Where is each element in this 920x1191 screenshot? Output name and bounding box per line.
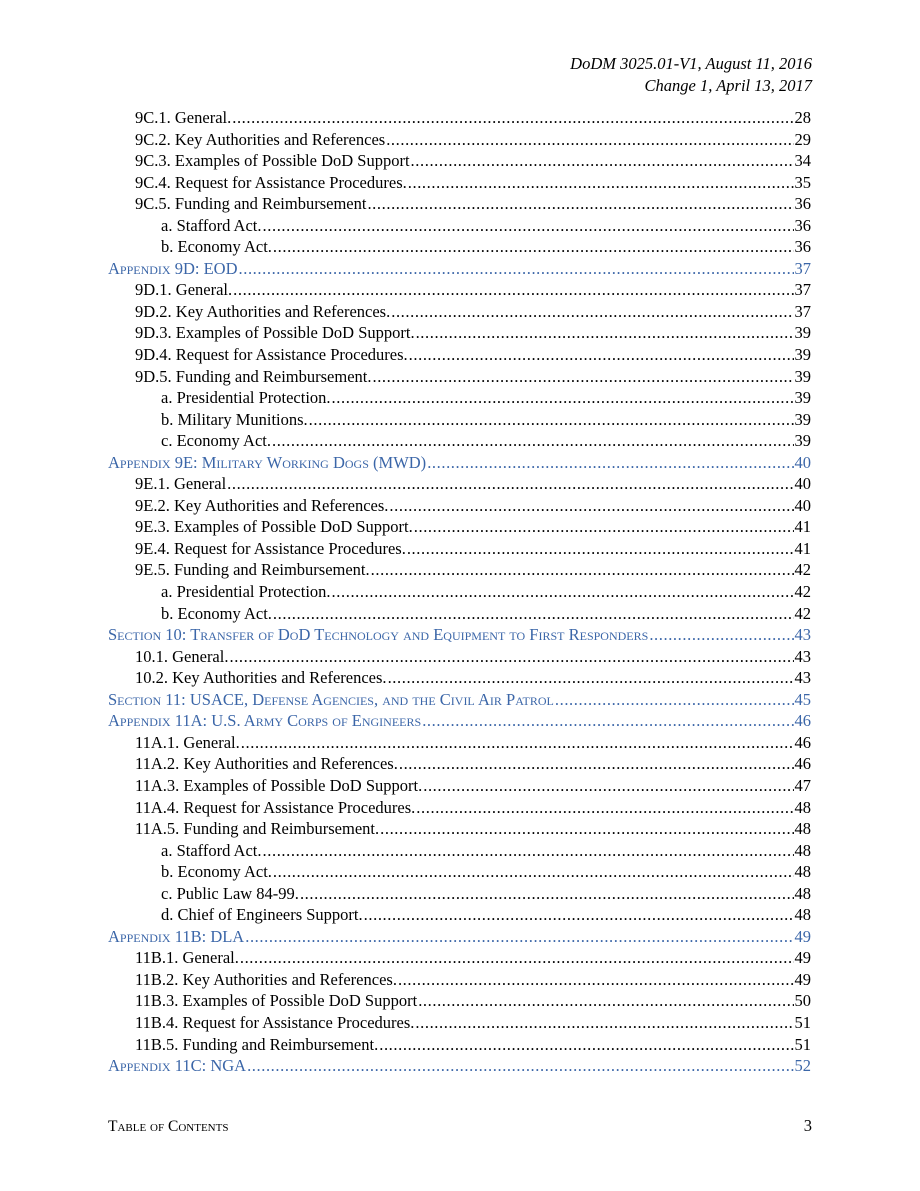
- toc-dot-leader: [229, 646, 793, 668]
- toc-dot-leader: [371, 559, 794, 581]
- toc-entry[interactable]: [108, 409, 811, 431]
- toc-entry-page: 40: [794, 474, 811, 494]
- toc-entry-title: b. Economy Act.: [161, 603, 272, 623]
- toc-dot-leader: [386, 129, 793, 151]
- toc-entry-title: 11A.2. Key Authorities and References.: [135, 754, 398, 774]
- toc-entry-page: 42: [794, 603, 811, 623]
- toc-entry-title: a. Presidential Protection.: [161, 388, 331, 408]
- toc-entry[interactable]: [108, 990, 811, 1012]
- toc-entry-title: Section 10: Transfer of DoD Technology and Equipment to First Responders: [108, 625, 649, 645]
- toc-entry-page: 46: [794, 711, 811, 731]
- toc-entry[interactable]: [108, 107, 811, 129]
- toc-entry[interactable]: [108, 603, 811, 625]
- toc-entry[interactable]: [108, 279, 811, 301]
- header-line-1: DoDM 3025.01-V1, August 11, 2016: [570, 54, 812, 73]
- toc-entry-title: 9E.4. Request for Assistance Procedures.: [135, 538, 406, 558]
- toc-entry-page: 36: [794, 194, 811, 214]
- toc-entry-page: 41: [794, 538, 811, 558]
- toc-dot-leader: [391, 301, 793, 323]
- footer-page-number: 3: [803, 1116, 812, 1135]
- toc-entry-title: 11A.3. Examples of Possible DoD Support.: [135, 775, 423, 795]
- table-of-contents: [108, 107, 811, 1077]
- toc-dot-leader: [380, 818, 793, 840]
- toc-entry-title: 9E.5. Funding and Reimbursement.: [135, 560, 370, 580]
- toc-entry-title: 9D.2. Key Authorities and References.: [135, 301, 391, 321]
- toc-heading-entry[interactable]: [108, 258, 811, 280]
- toc-entry[interactable]: [108, 495, 811, 517]
- toc-dot-leader: [367, 193, 793, 215]
- toc-entry-page: 45: [794, 689, 811, 709]
- toc-entry-title: 9D.4. Request for Assistance Procedures.: [135, 345, 408, 365]
- toc-dot-leader: [407, 538, 794, 560]
- toc-entry-page: 39: [794, 366, 811, 386]
- toc-entry-page: 41: [794, 517, 811, 537]
- toc-entry-page: 49: [794, 948, 811, 968]
- toc-entry-page: 46: [794, 732, 811, 752]
- toc-dot-leader: [422, 710, 793, 732]
- toc-entry[interactable]: [108, 581, 811, 603]
- toc-entry-page: 49: [794, 926, 811, 946]
- toc-entry-title: 9C.2. Key Authorities and References: [135, 129, 386, 149]
- toc-dot-leader: [409, 344, 794, 366]
- toc-entry-page: 37: [794, 258, 811, 278]
- toc-entry-title: Appendix 11B: DLA: [108, 926, 245, 946]
- toc-entry-page: 43: [794, 646, 811, 666]
- toc-dot-leader: [232, 107, 793, 129]
- toc-entry-page: 40: [794, 452, 811, 472]
- toc-dot-leader: [364, 904, 794, 926]
- toc-dot-leader: [300, 883, 794, 905]
- toc-entry-page: 48: [794, 905, 811, 925]
- toc-dot-leader: [263, 840, 794, 862]
- toc-entry[interactable]: [108, 301, 811, 323]
- toc-entry-page: 52: [794, 1056, 811, 1076]
- toc-entry-title: a. Stafford Act.: [161, 215, 262, 235]
- toc-entry[interactable]: [108, 818, 811, 840]
- toc-entry-title: b. Economy Act.: [161, 237, 272, 257]
- toc-entry-page: 36: [794, 215, 811, 235]
- toc-entry-title: 9C.5. Funding and Reimbursement: [135, 194, 367, 214]
- footer-title: Table of Contents: [108, 1118, 229, 1135]
- toc-entry-page: 48: [794, 840, 811, 860]
- toc-entry-page: 51: [794, 1012, 811, 1032]
- toc-entry-title: 9E.2. Key Authorities and References.: [135, 495, 389, 515]
- toc-entry-title: 9D.1. General.: [135, 280, 233, 300]
- toc-dot-leader: [555, 689, 794, 711]
- toc-entry[interactable]: [108, 193, 811, 215]
- toc-dot-leader: [418, 990, 793, 1012]
- toc-entry[interactable]: [108, 366, 811, 388]
- toc-entry-page: 37: [794, 301, 811, 321]
- toc-entry[interactable]: [108, 387, 811, 409]
- toc-entry-title: 10.2. Key Authorities and References.: [135, 668, 387, 688]
- toc-entry-title: 9C.1. General.: [135, 108, 232, 127]
- toc-entry[interactable]: [108, 732, 811, 754]
- toc-entry-page: 34: [794, 151, 811, 171]
- toc-entry-title: Appendix 9D: EOD: [108, 258, 238, 278]
- toc-entry[interactable]: [108, 646, 811, 668]
- toc-entry-title: 11A.5. Funding and Reimbursement.: [135, 819, 380, 839]
- toc-entry[interactable]: [108, 969, 811, 991]
- toc-heading-entry[interactable]: [108, 1055, 811, 1077]
- toc-dot-leader: [273, 861, 794, 883]
- toc-dot-leader: [408, 172, 794, 194]
- toc-entry[interactable]: [108, 667, 811, 689]
- toc-dot-leader: [416, 797, 793, 819]
- toc-entry-page: 47: [794, 775, 811, 795]
- toc-entry-title: 9D.5. Funding and Reimbursement.: [135, 366, 372, 386]
- toc-dot-leader: [272, 430, 794, 452]
- toc-entry-title: Appendix 9E: Military Working Dogs (MWD): [108, 452, 427, 472]
- toc-entry[interactable]: [108, 947, 811, 969]
- toc-entry-page: 43: [794, 668, 811, 688]
- toc-entry-page: 35: [794, 172, 811, 192]
- toc-entry-title: Appendix 11A: U.S. Army Corps of Engineers: [108, 711, 422, 731]
- toc-entry-title: c. Public Law 84-99.: [161, 883, 299, 903]
- toc-dot-leader: [389, 495, 793, 517]
- toc-heading-entry[interactable]: [108, 689, 811, 711]
- toc-dot-leader: [414, 516, 794, 538]
- toc-entry-title: a. Presidential Protection.: [161, 582, 331, 602]
- toc-entry-title: 9D.3. Examples of Possible DoD Support.: [135, 323, 415, 343]
- toc-entry[interactable]: [108, 129, 811, 151]
- toc-entry[interactable]: [108, 473, 811, 495]
- toc-entry[interactable]: [108, 215, 811, 237]
- toc-entry-page: 48: [794, 862, 811, 882]
- toc-entry-page: 46: [794, 754, 811, 774]
- toc-entry[interactable]: [108, 559, 811, 581]
- toc-entry[interactable]: [108, 430, 811, 452]
- header-line-2: Change 1, April 13, 2017: [644, 76, 812, 95]
- toc-heading-entry[interactable]: [108, 452, 811, 474]
- toc-heading-entry[interactable]: [108, 926, 811, 948]
- toc-entry[interactable]: [108, 883, 811, 905]
- toc-entry-title: 11B.5. Funding and Reimbursement.: [135, 1034, 379, 1054]
- toc-entry[interactable]: [108, 322, 811, 344]
- toc-entry-page: 36: [794, 237, 811, 257]
- toc-heading-entry[interactable]: [108, 710, 811, 732]
- toc-entry-title: 9E.3. Examples of Possible DoD Support.: [135, 517, 413, 537]
- toc-entry-title: 11A.1. General.: [135, 732, 240, 752]
- toc-entry-page: 28: [794, 108, 811, 127]
- toc-entry-page: 48: [794, 797, 811, 817]
- toc-entry-title: a. Stafford Act.: [161, 840, 262, 860]
- toc-dot-leader: [411, 150, 794, 172]
- toc-dot-leader: [649, 624, 793, 646]
- toc-entry-page: 39: [794, 388, 811, 408]
- toc-entry-page: 39: [794, 323, 811, 343]
- toc-dot-leader: [239, 258, 794, 280]
- toc-dot-leader: [372, 366, 793, 388]
- toc-dot-leader: [273, 603, 794, 625]
- toc-entry-page: 37: [794, 280, 811, 300]
- toc-entry-title: 10.1. General.: [135, 646, 229, 666]
- toc-entry-page: 49: [794, 969, 811, 989]
- toc-entry-title: b. Military Munitions.: [161, 409, 308, 429]
- toc-dot-leader: [241, 732, 794, 754]
- toc-entry-page: 39: [794, 345, 811, 365]
- toc-dot-leader: [227, 473, 793, 495]
- toc-entry[interactable]: [108, 236, 811, 258]
- toc-dot-leader: [332, 581, 794, 603]
- toc-entry[interactable]: [108, 538, 811, 560]
- toc-dot-leader: [247, 1055, 793, 1077]
- toc-dot-leader: [427, 452, 793, 474]
- toc-entry-title: 9C.3. Examples of Possible DoD Support: [135, 151, 410, 171]
- toc-dot-leader: [399, 753, 794, 775]
- toc-dot-leader: [416, 322, 794, 344]
- toc-entry[interactable]: [108, 172, 811, 194]
- toc-heading-entry[interactable]: [108, 624, 811, 646]
- toc-dot-leader: [332, 387, 794, 409]
- toc-entry-title: c. Economy Act.: [161, 431, 271, 451]
- toc-entry-page: 50: [794, 991, 811, 1011]
- toc-entry[interactable]: [108, 840, 811, 862]
- toc-entry-page: 42: [794, 582, 811, 602]
- toc-entry-page: 48: [794, 819, 811, 839]
- toc-dot-leader: [263, 215, 794, 237]
- toc-entry[interactable]: [108, 797, 811, 819]
- toc-entry[interactable]: [108, 344, 811, 366]
- toc-entry-page: 42: [794, 560, 811, 580]
- toc-entry-page: 39: [794, 431, 811, 451]
- toc-entry-title: 9C.4. Request for Assistance Procedures.: [135, 172, 407, 192]
- toc-dot-leader: [398, 969, 794, 991]
- toc-entry[interactable]: [108, 516, 811, 538]
- toc-entry-page: 51: [794, 1034, 811, 1054]
- toc-entry-title: 11A.4. Request for Assistance Procedures.: [135, 797, 416, 817]
- toc-dot-leader: [415, 1012, 793, 1034]
- toc-entry[interactable]: [108, 775, 811, 797]
- toc-entry-title: 11B.3. Examples of Possible DoD Support: [135, 991, 418, 1011]
- toc-entry-title: Section 11: USACE, Defense Agencies, and the Civil Air Patrol: [108, 689, 554, 709]
- toc-entry[interactable]: [108, 1012, 811, 1034]
- document-header: [570, 53, 812, 97]
- toc-entry-title: b. Economy Act.: [161, 862, 272, 882]
- toc-dot-leader: [309, 409, 794, 431]
- toc-entry[interactable]: [108, 861, 811, 883]
- toc-entry-title: 11B.2. Key Authorities and References.: [135, 969, 397, 989]
- toc-entry[interactable]: [108, 1034, 811, 1056]
- toc-entry-title: d. Chief of Engineers Support.: [161, 905, 363, 925]
- toc-dot-leader: [245, 926, 793, 948]
- toc-dot-leader: [388, 667, 794, 689]
- toc-entry-page: 39: [794, 409, 811, 429]
- toc-entry-page: 43: [794, 625, 811, 645]
- toc-dot-leader: [423, 775, 793, 797]
- toc-entry-page: 29: [794, 129, 811, 149]
- toc-entry-page: 40: [794, 495, 811, 515]
- toc-entry[interactable]: [108, 904, 811, 926]
- toc-entry-title: 11B.4. Request for Assistance Procedures.: [135, 1012, 415, 1032]
- toc-entry[interactable]: [108, 753, 811, 775]
- toc-dot-leader: [240, 947, 794, 969]
- toc-entry-title: 9E.1. General: [135, 474, 227, 494]
- toc-entry-title: Appendix 11C: NGA: [108, 1056, 247, 1076]
- toc-dot-leader: [273, 236, 794, 258]
- toc-dot-leader: [233, 279, 793, 301]
- toc-entry-page: 48: [794, 883, 811, 903]
- toc-entry-title: 11B.1. General.: [135, 948, 239, 968]
- toc-dot-leader: [379, 1034, 793, 1056]
- toc-entry[interactable]: [108, 150, 811, 172]
